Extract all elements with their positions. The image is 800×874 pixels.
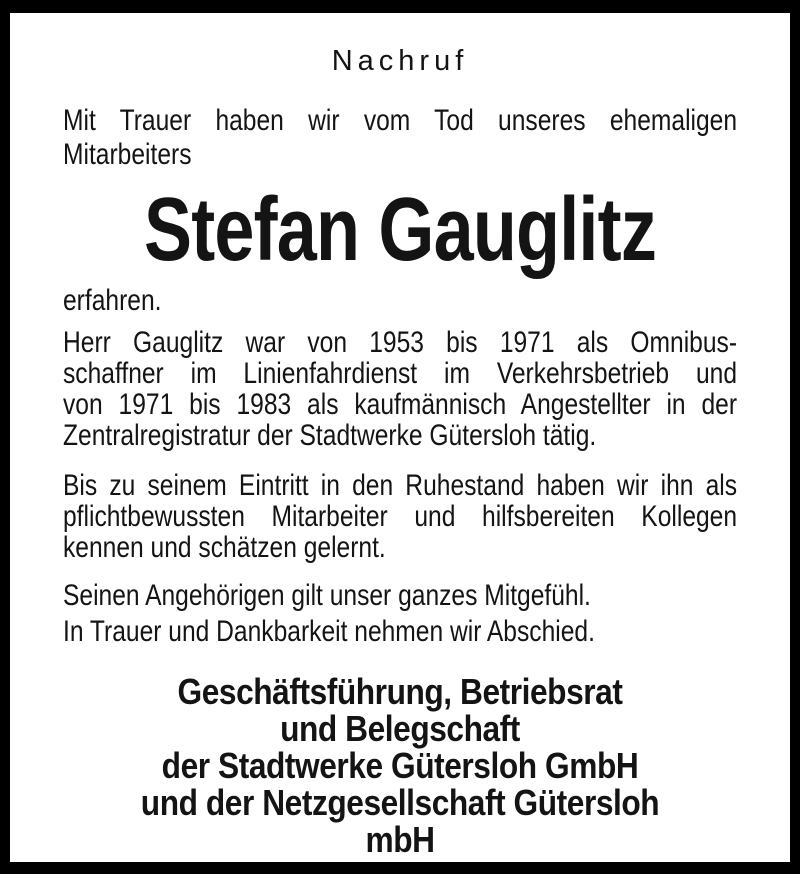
tribute-line: pflichtbewussten Mitarbeiter und hilfsbereiten Kollegen bbox=[63, 500, 738, 533]
tribute-paragraph bbox=[63, 470, 737, 563]
obituary-header: Nachruf bbox=[331, 45, 469, 77]
biography-line: schaffner im Linienfahrdienst im Verkehrsbetrieb und bbox=[63, 357, 738, 390]
farewell-line: In Trauer und Dankbarkeit nehmen wir Abschied. bbox=[63, 615, 595, 648]
biography-line: Herr Gauglitz war von 1953 bis 1971 als Omnibus- bbox=[63, 326, 738, 359]
tribute-line: kennen und schätzen gelernt. bbox=[63, 531, 386, 564]
condolence-line: Seinen Angehörigen gilt unser ganzes Mitgefühl. bbox=[63, 579, 591, 612]
biography-line: Zentralregistratur der Stadtwerke Gütersloh tätig. bbox=[63, 419, 597, 452]
after-name-text: erfahren. bbox=[63, 284, 162, 317]
condolence-paragraph bbox=[63, 580, 737, 611]
signature-line: der Stadtwerke Gütersloh GmbH bbox=[161, 745, 639, 786]
tribute-line: Bis zu seinem Eintritt in den Ruhestand haben wir ihn als bbox=[63, 469, 738, 502]
signature-line: und Belegschaft bbox=[280, 708, 520, 749]
deceased-name: Stefan Gauglitz bbox=[143, 180, 657, 280]
biography-paragraph bbox=[63, 327, 737, 451]
obituary-page bbox=[10, 13, 790, 862]
signature-block bbox=[103, 673, 696, 858]
intro-line: Mitarbeiters bbox=[63, 138, 192, 171]
intro-line: Mit Trauer haben wir vom Tod unseres ehemaligen bbox=[63, 104, 738, 137]
signature-line: und der Netzgesellschaft Gütersloh mbH bbox=[140, 782, 660, 860]
intro-paragraph bbox=[63, 104, 737, 172]
biography-line: von 1971 bis 1983 als kaufmännisch Angestellter in der bbox=[63, 388, 738, 421]
farewell-paragraph bbox=[63, 616, 737, 647]
after-name-line bbox=[63, 284, 737, 318]
signature-line: Geschäftsführung, Betriebsrat bbox=[177, 671, 623, 712]
